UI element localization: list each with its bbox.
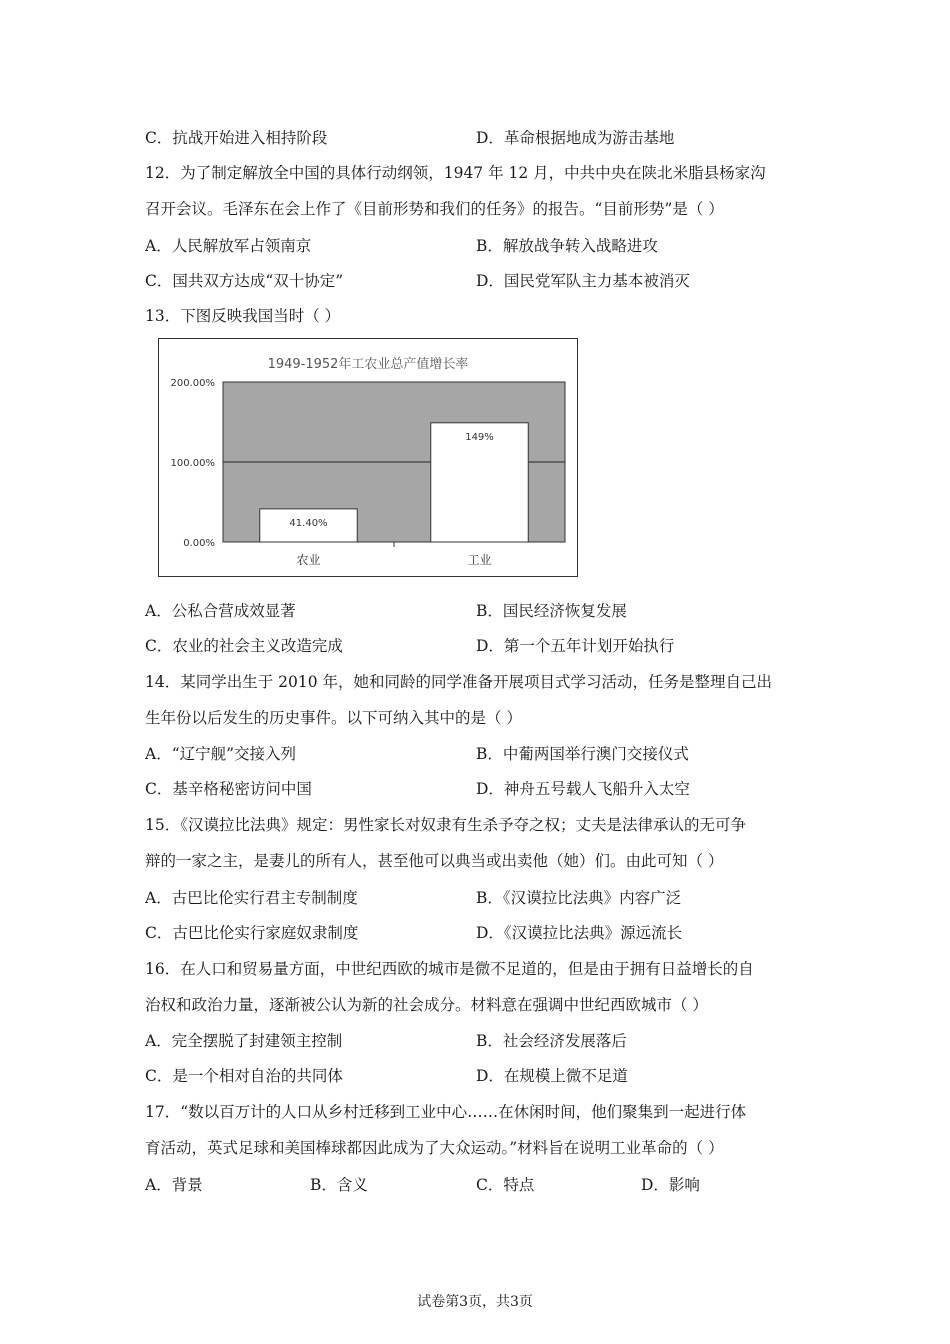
q14-option-c: C．基辛格秘密访问中国 [145, 780, 312, 798]
q16-option-a: A．完全摆脱了封建领主控制 [145, 1032, 343, 1050]
q15-option-c: C．古巴比伦实行家庭奴隶制度 [145, 924, 359, 942]
q12-option-d: D．国民党军队主力基本被消灭 [476, 272, 690, 290]
q16-option-d: D．在规模上微不足道 [476, 1067, 628, 1085]
q17-option-b: B．含义 [310, 1176, 368, 1194]
q12-stem-line2: 召开会议。毛泽东在会上作了《目前形势和我们的任务》的报告。“目前形势”是（ ） [145, 200, 724, 218]
q17-option-c: C．特点 [476, 1176, 535, 1194]
growth-rate-chart [158, 338, 578, 577]
q15-stem-line1: 15．《汉谟拉比法典》规定：男性家长对奴隶有生杀予夺之权；丈夫是法律承认的无可争 [145, 816, 746, 834]
q12-stem-line1: 12．为了制定解放全中国的具体行动纲领，1947 年 12 月，中共中央在陕北米脂县杨家沟 [145, 164, 766, 182]
y-tick-label: 0.00% [183, 538, 215, 549]
q13-option-a: A．公私合营成效显著 [145, 602, 296, 620]
q16-option-b: B．社会经济发展落后 [476, 1032, 627, 1050]
q13-option-c: C．农业的社会主义改造完成 [145, 637, 343, 655]
x-tick-label: 农业 [296, 553, 321, 567]
q15-option-a: A．古巴比伦实行君主专制制度 [145, 889, 358, 907]
bar-data-label: 149% [465, 431, 494, 443]
page-footer: 试卷第3页，共3页 [417, 1294, 533, 1310]
q17-option-d: D．影响 [641, 1176, 700, 1194]
chart-svg [159, 339, 577, 576]
q16-stem-line2: 治权和政治力量，逐渐被公认为新的社会成分。材料意在强调中世纪西欧城市（ ） [145, 996, 708, 1014]
bar-data-label: 41.40% [289, 517, 328, 529]
y-tick-label: 100.00% [170, 458, 215, 469]
q16-option-c: C．是一个相对自治的共同体 [145, 1067, 343, 1085]
x-tick-label: 工业 [467, 553, 492, 567]
q13-option-b: B．国民经济恢复发展 [476, 602, 627, 620]
q12-option-a: A．人民解放军占领南京 [145, 237, 312, 255]
q17-stem-line1: 17．“数以百万计的人口从乡村迁移到工业中心……在休闲时间，他们聚集到一起进行体 [145, 1103, 747, 1121]
q14-option-d: D．神舟五号载人飞船升入太空 [476, 780, 690, 798]
q12-option-c: C．国共双方达成“双十协定” [145, 272, 344, 290]
chart-title: 1949-1952年工农业总产值增长率 [267, 357, 469, 372]
q13-option-d: D．第一个五年计划开始执行 [476, 637, 675, 655]
q14-stem-line1: 14．某同学出生于 2010 年，她和同龄的同学准备开展项目式学习活动，任务是整理自己出 [145, 673, 773, 691]
q11-option-d: D．革命根据地成为游击基地 [476, 129, 675, 147]
q15-stem-line2: 辩的一家之主，是妻儿的所有人，甚至他可以典当或出卖他（她）们。由此可知（ ） [145, 852, 724, 870]
q14-option-b: B．中葡两国举行澳门交接仪式 [476, 745, 689, 763]
q15-option-b: B．《汉谟拉比法典》内容广泛 [476, 889, 682, 907]
q12-option-b: B．解放战争转入战略进攻 [476, 237, 658, 255]
q11-option-c: C．抗战开始进入相持阶段 [145, 129, 328, 147]
q17-option-a: A．背景 [145, 1176, 203, 1194]
q17-stem-line2: 育活动，英式足球和美国棒球都因此成为了大众运动。”材料旨在说明工业革命的（ ） [145, 1139, 724, 1157]
q14-option-a: A．“辽宁舰”交接入列 [145, 745, 297, 763]
q16-stem-line1: 16．在人口和贸易量方面，中世纪西欧的城市是微不足道的，但是由于拥有日益增长的自 [145, 960, 754, 978]
y-tick-label: 200.00% [170, 378, 215, 389]
q14-stem-line2: 生年份以后发生的历史事件。以下可纳入其中的是（ ） [145, 709, 522, 727]
q15-option-d: D．《汉谟拉比法典》源远流长 [476, 924, 683, 942]
q13-stem: 13．下图反映我国当时（ ） [145, 307, 341, 325]
